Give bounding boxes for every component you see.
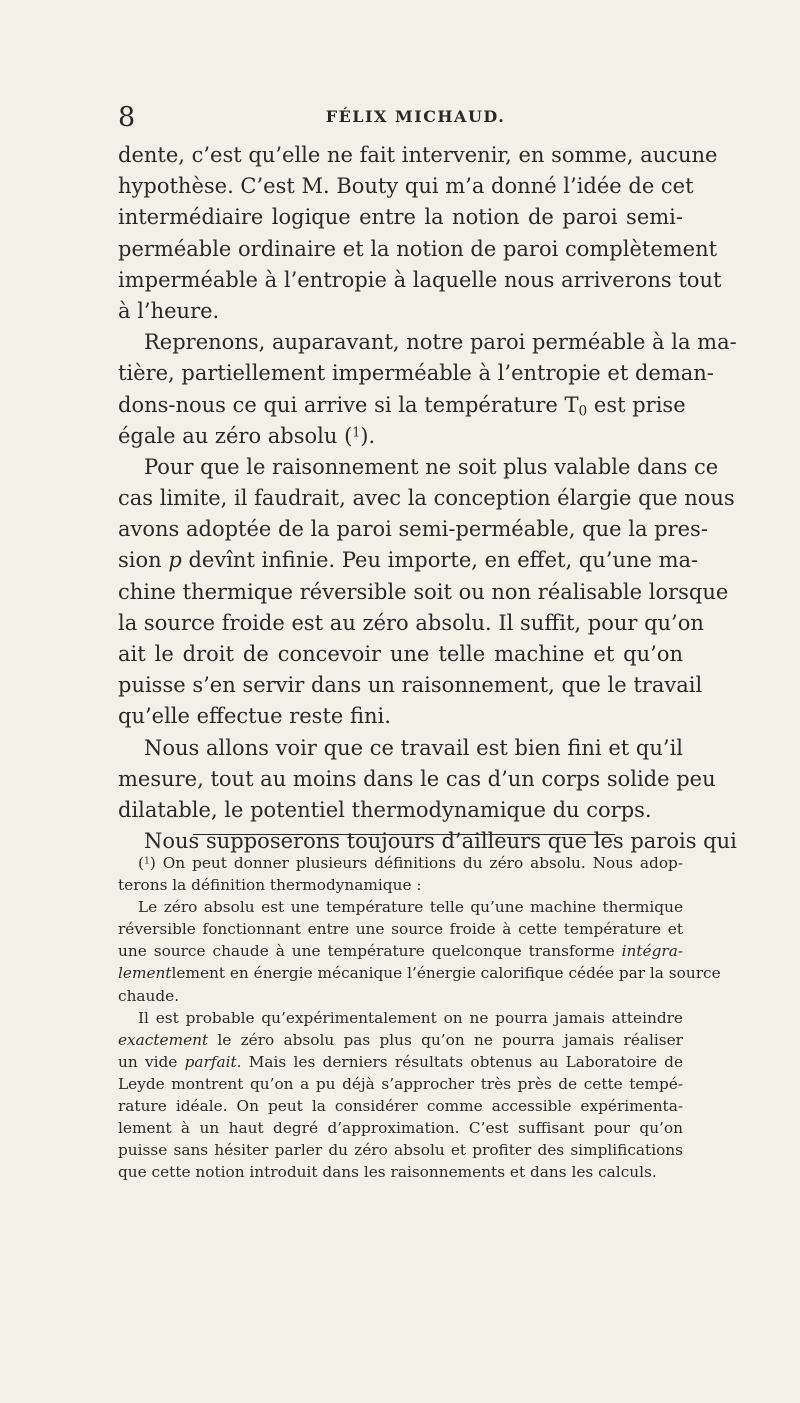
italic-word: lement bbox=[118, 964, 172, 983]
math-variable: p bbox=[168, 548, 182, 573]
footnote-marker: 1 bbox=[143, 855, 150, 867]
footnote-line: Il est probable qu’expérimentalement on ne pourra jamais atteindre bbox=[138, 1008, 683, 1027]
text-fragment: devînt infinie. Peu importe, en effet, qu’une ma- bbox=[181, 548, 699, 573]
text-line: dilatable, le potentiel thermodynamique du corps. bbox=[118, 797, 652, 822]
footnote-line: que cette notion introduit dans les raisonnements et dans les calculs. bbox=[118, 1163, 657, 1182]
footnote-line bbox=[118, 1051, 683, 1073]
page-header bbox=[118, 103, 683, 133]
text-line: mesure, tout au moins dans le cas d’un corps solide peu bbox=[118, 766, 716, 791]
text-fragment: ). bbox=[360, 423, 376, 448]
text-line: à l’heure. bbox=[118, 298, 220, 323]
text-fragment: est prise bbox=[587, 392, 686, 417]
italic-word: parfait bbox=[184, 1052, 237, 1071]
text-fragment: un vide bbox=[118, 1052, 185, 1071]
text-line: Pour que le raisonnement ne soit plus valable dans ce bbox=[144, 454, 719, 479]
text-line: Nous allons voir que ce travail est bien fini et qu’il bbox=[144, 735, 683, 760]
text-line: cas limite, il faudrait, avec la conception élargie que nous bbox=[118, 486, 735, 511]
text-line: perméable ordinaire et la notion de paroi complètement bbox=[118, 236, 718, 261]
text-fragment: le zéro absolu pas plus qu’on ne pourra jamais réaliser bbox=[208, 1030, 683, 1049]
text-fragment: . Mais les derniers résultats obtenus au Laboratoire de bbox=[236, 1052, 683, 1071]
text-line: Nous supposerons toujours d’ailleurs que les parois qui bbox=[144, 829, 737, 854]
footnote bbox=[118, 852, 721, 1183]
text-line bbox=[118, 545, 699, 576]
text-line: dente, c’est qu’elle ne fait intervenir, en somme, aucune bbox=[118, 143, 718, 167]
footnote-line: ($^1$) On peut donner plusieurs définitions du zéro absolu. Nous adop- bbox=[138, 854, 683, 872]
text-fragment: égale au zéro absolu ( bbox=[118, 423, 353, 448]
subscript: 0 bbox=[578, 402, 588, 419]
text-line: la source froide est au zéro absolu. Il suffit, pour qu’on bbox=[118, 610, 704, 635]
main-text bbox=[118, 140, 737, 857]
footnote-line bbox=[118, 962, 721, 984]
footnote-line: terons la définition thermodynamique : bbox=[118, 876, 422, 895]
text-line: imperméable à l’entropie à laquelle nous arriverons tout bbox=[118, 267, 722, 292]
text-line: avons adoptée de la paroi semi-perméable, que la pres- bbox=[118, 517, 708, 542]
footnote-line: réversible fonctionnant entre une source froide à cette température et bbox=[118, 920, 683, 939]
text-line bbox=[118, 390, 686, 421]
footnote-line: Le zéro absolu est une température telle qu’une machine thermique bbox=[138, 898, 683, 917]
footnote-rule bbox=[193, 834, 615, 835]
text-line: qu’elle effectue reste fini. bbox=[118, 704, 391, 729]
text-line: chine thermique réversible soit ou non réalisable lorsque bbox=[118, 579, 729, 604]
footnote-line bbox=[118, 1029, 683, 1051]
text-fragment: ) On peut donner plusieurs définitions du zéro absolu. Nous adop- bbox=[149, 854, 683, 872]
footnote-line: puisse sans hésiter parler du zéro absolu et profiter des simplifications bbox=[118, 1141, 683, 1160]
text-fragment: lement en énergie mécanique l’énergie calorifique cédée par la source bbox=[171, 964, 721, 983]
text-line: Reprenons, auparavant, notre paroi perméable à la ma- bbox=[144, 330, 737, 355]
text-line: hypothèse. C’est M. Bouty qui m’a donné l’idée de cet bbox=[118, 174, 694, 199]
italic-word: exactement bbox=[118, 1030, 209, 1049]
footnote-line bbox=[118, 940, 683, 962]
text-line: puisse s’en servir dans un raisonnement, que le travail bbox=[118, 673, 703, 698]
footnote-line: Leyde montrent qu’on a pu déjà s’approcher très près de cette tempé- bbox=[118, 1074, 683, 1093]
footnote-line: rature idéale. On peut la considérer comme accessible expérimenta- bbox=[118, 1097, 683, 1116]
text-line: tière, partiellement imperméable à l’entropie et deman- bbox=[118, 361, 714, 386]
running-title: FÉLIX MICHAUD. bbox=[325, 107, 506, 126]
italic-word: intégra- bbox=[621, 942, 683, 961]
text-line bbox=[118, 421, 683, 452]
footnote-line: chaude. bbox=[118, 986, 180, 1005]
text-fragment: sion bbox=[118, 548, 169, 573]
text-line: intermédiaire logique entre la notion de paroi semi- bbox=[118, 205, 683, 230]
text-fragment: dons-nous ce qui arrive si la température T bbox=[118, 392, 579, 417]
page-number: 8 bbox=[118, 102, 136, 133]
footnote-ref: 1 bbox=[352, 424, 361, 440]
text-line: ait le droit de concevoir une telle machine et qu’on bbox=[118, 642, 683, 666]
text-fragment: une source chaude à une température quelconque transforme bbox=[118, 942, 622, 961]
footnote-line: lement à un haut degré d’approximation. C’est suffisant pour qu’on bbox=[118, 1119, 683, 1138]
